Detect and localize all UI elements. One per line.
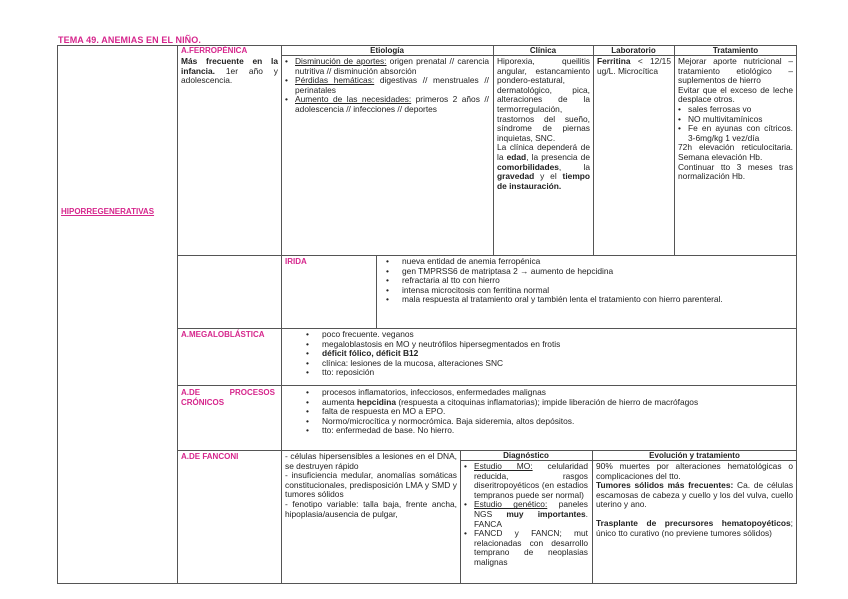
ferropenica-name: A.FERROPÉNICA (181, 46, 248, 55)
list-item: • clínica: lesiones de la mucosa, alteraciones SNC (300, 359, 790, 369)
ferropenica-desc: Más frecuente en la infancia. 1er año y adolescencia. (181, 56, 278, 86)
list-item: • Estudio genético: paneles NGS muy importantes. FANCA (464, 500, 588, 529)
list-item: • sales ferrosas vo (678, 105, 793, 115)
etiologia-list (285, 57, 489, 115)
list-item: • poco frecuente. veganos (300, 330, 790, 340)
header-etiologia: Etiología (370, 46, 404, 55)
fanconi-evolucion: 90% muertes por alteraciones hematológicas o complicaciones del tto. Tumores sólidos más frecuentes: Ca. de células escamosas de cabeza y cuello y los del vulva, cuello uterino y ano. Trasplante de precursores hematopoyéticos; único tto curativo (no previene tumores sólidos) (596, 461, 794, 538)
fanconi-name: A.DE FANCONI (181, 452, 239, 461)
header-tratamiento: Tratamiento (712, 46, 759, 55)
list-item: • gen TMPRSS6 de matriptasa 2 → aumento de hepcidina (380, 267, 792, 277)
cronicos-name: A.DE PROCESOS CRÓNICOS (181, 388, 275, 407)
list-item: • falta de respuesta en MO a EPO. (300, 407, 794, 417)
list-item: • nueva entidad de anemia ferropénica (380, 257, 792, 267)
list-item: • Estudio MO: celularidad reducida, rasgos diseritropoyéticos (en estadios tempranos puede ser normal) (464, 462, 588, 500)
page-title: TEMA 49. ANEMIAS EN EL NIÑO. (58, 35, 201, 45)
header-diagnostico: Diagnóstico (503, 451, 549, 460)
irida-name: IRIDA (285, 257, 307, 266)
list-item: • mala respuesta al tratamiento oral y también lenta el tratamiento con hierro parenteral. (380, 295, 792, 305)
list-item: • Normo/microcítica y normocrómica. Baja sideremia, altos depósitos. (300, 417, 794, 427)
fanconi-features: - células hipersensibles a lesiones en el DNA, se destruyen rápido - insuficiencia medular, anomalías somáticas constitucionales, predisposición LMA y SMD y tumores sólidos - fenotipo variable: talla baja, frente ancha, hipoplasia/ausencia de pulgar, (285, 451, 457, 519)
list-item: • FANCD y FANCN; mut relacionadas con desarrollo temprano de neoplasias malignas (464, 529, 588, 567)
list-item: • déficit fólico, déficit B12 (300, 349, 790, 359)
list-item: • megaloblastosis en MO y neutrófilos hipersegmentados en frotis (300, 340, 790, 350)
category-hiporregenerativas: HIPORREGENERATIVAS (61, 207, 155, 216)
list-item: • Fe en ayunas con cítricos. 3-6mg/kg 1 vez/día (678, 124, 793, 143)
tratamiento-text: Mejorar aporte nutricional – tratamiento etiológico – suplementos de hierro Evitar que el exceso de leche desplace otros. • sales ferrosas vo • NO multivitamínicos • Fe en ayunas con cítricos. 3-6mg/kg 1 vez/día 72h elevación reticulocitaria. Semana elevación Hb. Continuar tto 3 meses tras normalización Hb. (678, 57, 793, 182)
list-item: • intensa microcitosis con ferritina normal (380, 286, 792, 296)
list-item: • procesos inflamatorios, infecciosos, enfermedades malignas (300, 388, 794, 398)
header-clinica: Clínica (529, 46, 557, 55)
list-item: • tto: enfermedad de base. No hierro. (300, 426, 794, 436)
list-item: • NO multivitamínicos (678, 115, 793, 125)
megaloblastica-list (300, 330, 790, 378)
clinica-text: Hiporexia, queilitis angular, estancamiento pondero-estatural, dermatológico, pica, alteraciones de la termorregulación, trastornos del sueño, síndrome de piernas inquietas, SNC. La clínica dependerá de la edad, la presencia de comorbilidades, la gravedad y el tiempo de instauración. (497, 56, 590, 191)
list-item: • Aumento de las necesidades: primeros 2 años // adolescencia // infecciones // deportes (285, 95, 489, 114)
list-item: • tto: reposición (300, 368, 790, 378)
header-evolucion: Evolución y tratamiento (649, 451, 740, 460)
header-laboratorio: Laboratorio (611, 46, 656, 55)
megaloblastica-name: A.MEGALOBLÁSTICA (181, 330, 265, 339)
list-item: • Pérdidas hemáticas: digestivas // menstruales // perinatales (285, 76, 489, 95)
fanconi-diagnostico (464, 462, 588, 568)
list-item: • Disminución de aportes: origen prenatal // carencia nutritiva // disminución absorción (285, 57, 489, 76)
irida-list (380, 257, 792, 305)
list-item: • refractaria al tto con hierro (380, 276, 792, 286)
list-item: • aumenta hepcidina (respuesta a citoquinas inflamatorias); impide liberación de hierro de macrófagos (300, 398, 794, 408)
cronicos-list (300, 388, 794, 436)
laboratorio-text: Ferritina < 12/15 ug/L. Microcítica (597, 56, 671, 76)
